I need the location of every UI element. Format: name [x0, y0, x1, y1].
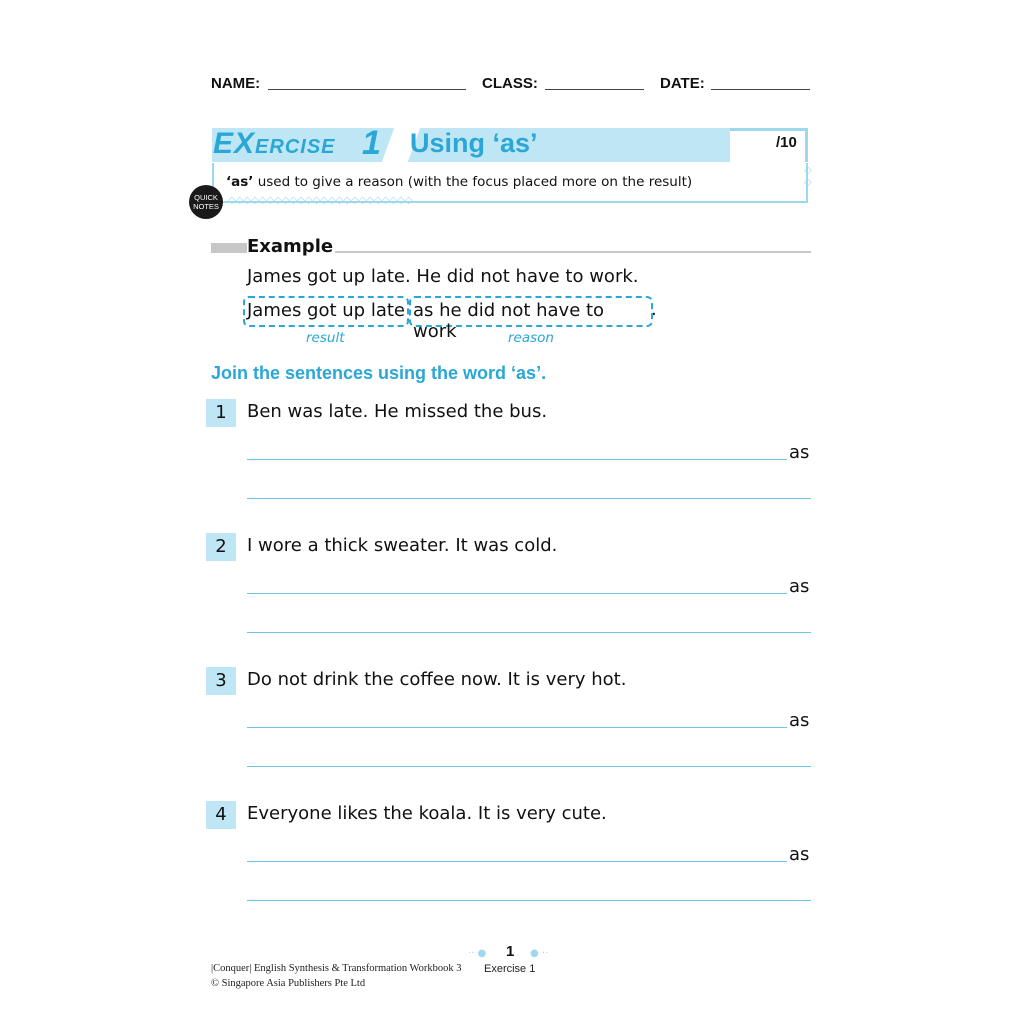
exercise-word: EXERCISE [213, 127, 336, 160]
answer-line[interactable] [247, 900, 811, 901]
diamond-decoration-icon: ◇◇◇◇◇◇◇◇◇◇◇◇◇◇◇◇◇◇◇◇◇◇◇◇ [228, 195, 413, 206]
connector-word: as [789, 576, 810, 597]
result-caption: result [306, 330, 345, 346]
question-text: Everyone likes the koala. It is very cute. [247, 803, 607, 824]
instruction: Join the sentences using the word ‘as’. [211, 363, 547, 383]
date-label: DATE: [660, 75, 705, 92]
footer-dots-right-icon: ● ·· [530, 948, 549, 959]
score-total: /10 [776, 134, 797, 151]
answer-line[interactable] [247, 632, 811, 633]
example-marker [211, 243, 247, 253]
page-number: 1 [506, 943, 515, 960]
class-label: CLASS: [482, 75, 538, 92]
exercise-reference: Exercise 1 [484, 963, 536, 975]
copyright: © Singapore Asia Publishers Pte Ltd [211, 978, 366, 989]
example-period: . [651, 299, 657, 320]
example-reason-box: as he did not have to work [409, 296, 653, 327]
question-number: 3 [206, 667, 236, 695]
example-heading: Example [247, 236, 334, 257]
example-result-box: James got up late [243, 296, 409, 327]
answer-line[interactable] [247, 766, 811, 767]
connector-word: as [789, 442, 810, 463]
exercise-title: Using ‘as’ [410, 128, 538, 158]
question-text: Ben was late. He missed the bus. [247, 401, 548, 422]
quick-notes-badge: QUICK NOTES [189, 185, 223, 219]
date-field[interactable] [711, 89, 810, 90]
example-sentence: James got up late. He did not have to work. [247, 266, 639, 287]
reason-caption: reason [508, 330, 554, 346]
class-field[interactable] [545, 89, 644, 90]
diamond-decoration-right-icon: ◇ ◇ [804, 165, 812, 188]
question-text: I wore a thick sweater. It was cold. [247, 535, 558, 556]
answer-line[interactable] [247, 459, 787, 460]
answer-line[interactable] [247, 861, 787, 862]
exercise-number: 1 [362, 124, 381, 162]
answer-line[interactable] [247, 727, 787, 728]
question-number: 4 [206, 801, 236, 829]
quick-notes-text: ‘as’ used to give a reason (with the focus placed more on the result) [226, 174, 693, 190]
book-title: |Conquer| English Synthesis & Transformation Workbook 3 [211, 963, 462, 974]
question-number: 1 [206, 399, 236, 427]
connector-word: as [789, 710, 810, 731]
question-number: 2 [206, 533, 236, 561]
name-field[interactable] [268, 89, 466, 90]
connector-word: as [789, 844, 810, 865]
answer-line[interactable] [247, 593, 787, 594]
name-label: NAME: [211, 75, 261, 92]
footer-dots-left-icon: ·· ● [468, 948, 487, 959]
answer-line[interactable] [247, 498, 811, 499]
question-text: Do not drink the coffee now. It is very hot. [247, 669, 627, 690]
